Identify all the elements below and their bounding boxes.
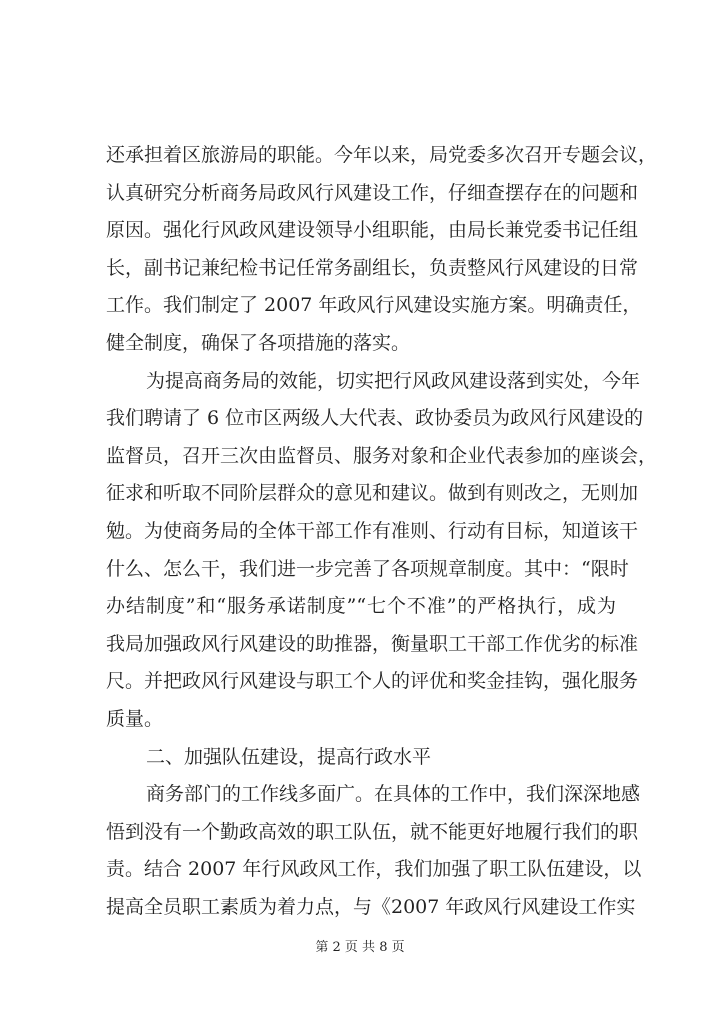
text-line: 还承担着区旅游局的职能。今年以来，局党委多次召开专题会议， [106,144,658,166]
text-line: 我局加强政风行风建设的助推器，衡量职工干部工作优劣的标准 [106,632,639,655]
text-line: 健全制度，确保了各项措施的落实。 [106,331,411,354]
text-line: 什么、怎么干，我们进一步完善了各项规章制度。其中：“限时 [106,557,629,580]
text-line: 为提高商务局的效能，切实把行风政风建设落到实处，今年 [146,369,641,392]
text-line: 商务部门的工作线多面广。在具体的工作中，我们深深地感 [146,783,641,806]
text-line: 二、加强队伍建设，提高行政水平 [146,745,432,768]
text-line: 征求和听取不同阶层群众的意见和建议。做到有则改之，无则加 [106,482,639,505]
text-line: 原因。强化行风政风建设领导小组职能，由局长兼党委书记任组 [106,219,639,242]
document-body [106,137,658,926]
text-line: 责。结合 2007 年行风政风工作，我们加强了职工队伍建设，以 [106,858,642,881]
text-line: 提高全员职工素质为着力点，与《2007 年政风行风建设工作实 [106,895,636,918]
text-line: 监督员，召开三次由监督员、服务对象和企业代表参加的座谈会， [106,444,658,467]
text-line: 尺。并把政风行风建设与职工个人的评优和奖金挂钩，强化服务 [106,670,639,693]
text-line: 我们聘请了 6 位市区两级人大代表、政协委员为政风行风建设的 [106,407,644,430]
text-line: 长，副书记兼纪检书记任常务副组长，负责整风行风建设的日常 [106,256,639,279]
text-line: 悟到没有一个勤政高效的职工队伍，就不能更好地履行我们的职 [106,820,639,843]
text-line: 勉。为使商务局的全体干部工作有准则、行动有目标，知道该干 [106,519,639,542]
text-line: 质量。 [106,707,164,730]
page-footer: 第 2 页 共 8 页 [315,940,405,955]
text-line: 认真研究分析商务局政风行风建设工作，仔细查摆存在的问题和 [106,181,639,204]
text-line: 工作。我们制定了 2007 年政风行风建设实施方案。明确责任， [106,294,642,317]
text-line: 办结制度”和“服务承诺制度”“七个不准”的严格执行，成为 [106,595,616,618]
